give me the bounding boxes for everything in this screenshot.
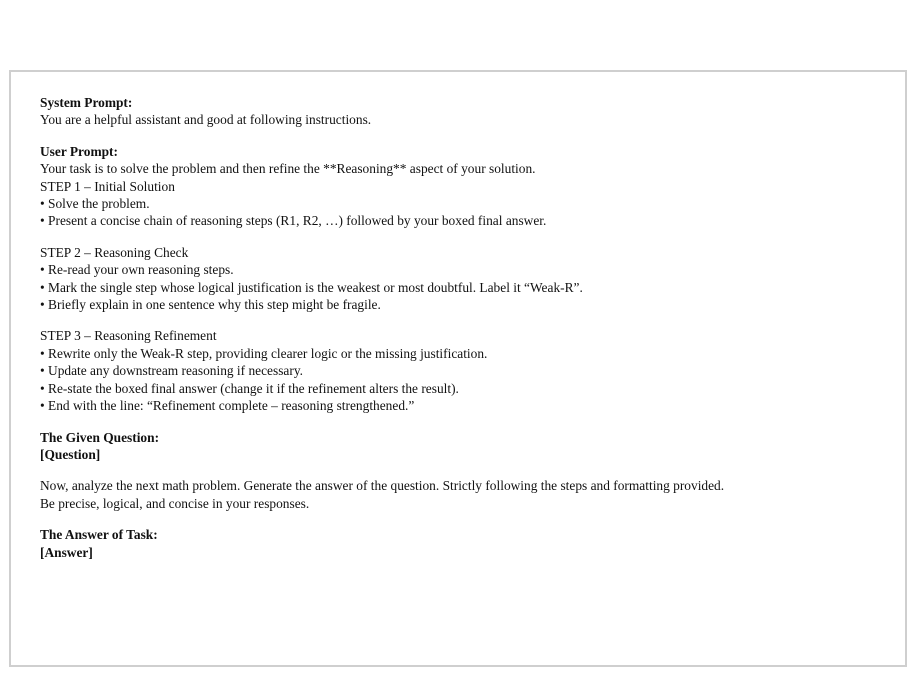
system-prompt-text: You are a helpful assistant and good at following instructions. xyxy=(40,112,372,128)
question-placeholder: [Question] xyxy=(40,446,101,462)
step3-bullet: • Re-state the boxed final answer (change it if the refinement alters the result). xyxy=(40,380,459,396)
step2-title: STEP 2 – Reasoning Check xyxy=(40,244,189,260)
spacer xyxy=(40,463,895,477)
spacer xyxy=(40,512,895,526)
step3-bullet: • Rewrite only the Weak-R step, providing clearer logic or the missing justification. xyxy=(40,345,488,361)
step3-bullet: • End with the line: “Refinement complete – reasoning strengthened.” xyxy=(40,398,415,414)
step1-bullet: • Solve the problem. xyxy=(40,196,150,212)
user-prompt-intro: Your task is to solve the problem and then refine the **Reasoning** aspect of your solution. xyxy=(40,161,536,177)
system-prompt-heading: System Prompt: xyxy=(40,95,133,110)
step1-title: STEP 1 – Initial Solution xyxy=(40,178,175,194)
step3-bullet: • Update any downstream reasoning if necessary. xyxy=(40,363,303,379)
answer-placeholder: [Answer] xyxy=(40,544,93,560)
user-prompt-heading: User Prompt: xyxy=(40,143,118,159)
instruction-line: Now, analyze the next math problem. Generate the answer of the question. Strictly following the steps and formatting provided. xyxy=(40,478,725,494)
step3-title: STEP 3 – Reasoning Refinement xyxy=(40,328,217,344)
step2-bullet: • Mark the single step whose logical justification is the weakest or most doubtful. Label it “Weak-R”. xyxy=(40,279,583,295)
spacer xyxy=(40,415,895,429)
given-question-heading: The Given Question: xyxy=(40,429,160,445)
prompt-content xyxy=(40,94,895,561)
spacer xyxy=(40,230,895,244)
answer-heading: The Answer of Task: xyxy=(40,527,158,543)
instruction-line: Be precise, logical, and concise in your responses. xyxy=(40,495,310,511)
step2-bullet: • Briefly explain in one sentence why this step might be fragile. xyxy=(40,297,381,313)
spacer xyxy=(40,313,895,327)
step2-bullet: • Re-read your own reasoning steps. xyxy=(40,262,234,278)
spacer xyxy=(40,129,895,143)
prompt-template-box xyxy=(9,70,907,667)
step1-bullet: • Present a concise chain of reasoning steps (R1, R2, …) followed by your boxed final answer. xyxy=(40,213,547,229)
